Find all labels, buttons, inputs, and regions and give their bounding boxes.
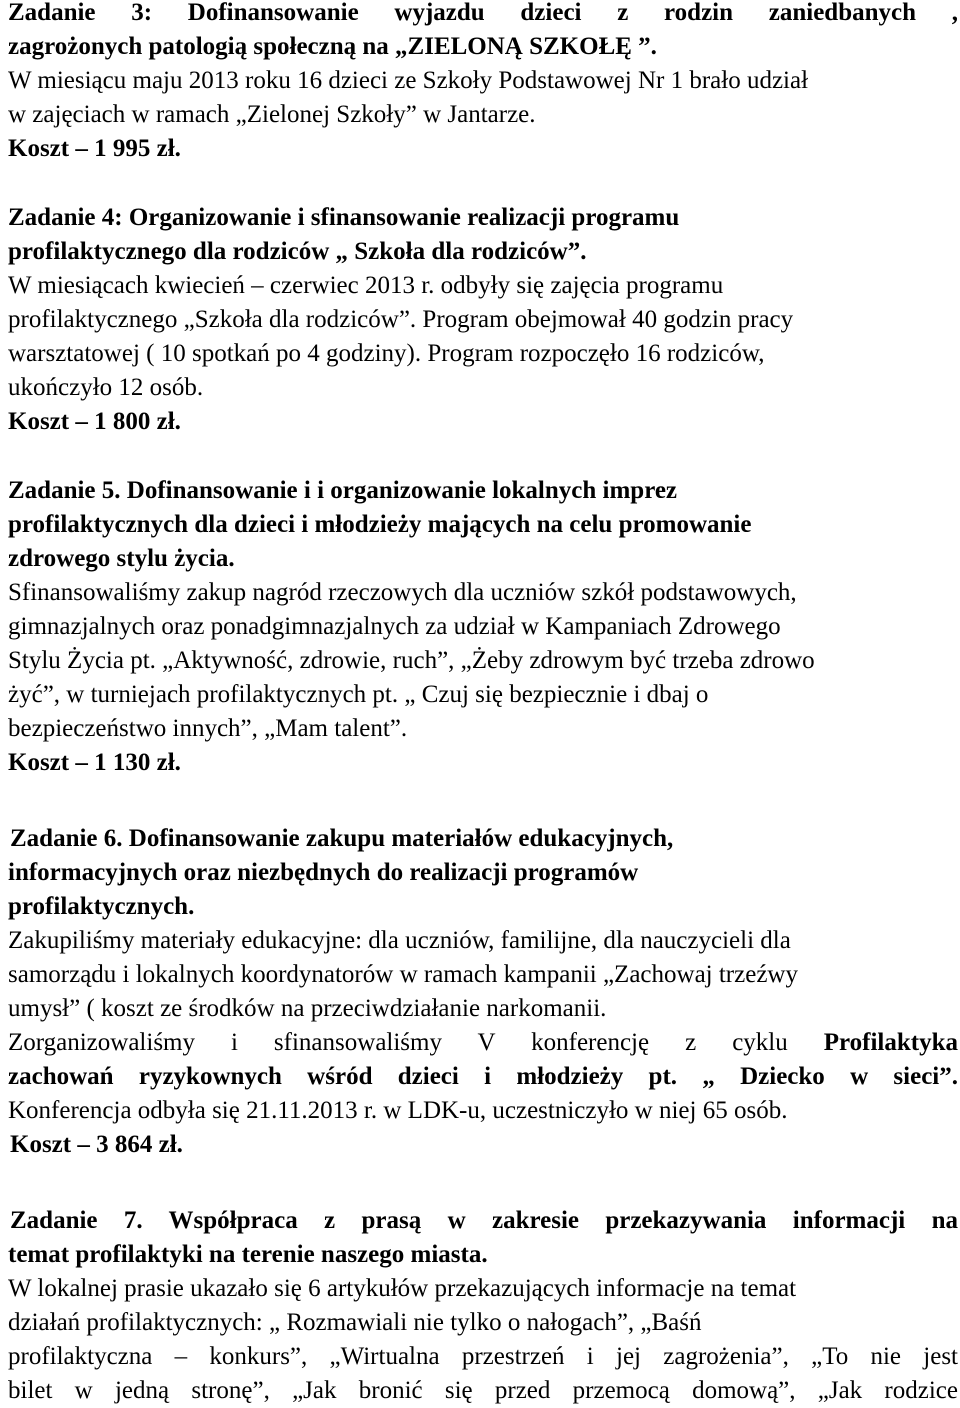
zadanie-7-body-line-4: bilet w jedną stronę”, „Jak bronić się przed przemocą domową”, „Jak rodzice	[8, 1377, 958, 1404]
zadanie-4-heading-line-2: profilaktycznego dla rodziców „ Szkoła dla rodziców”.	[8, 238, 587, 265]
zadanie-7-body-line-2: działań profilaktycznych: „ Rozmawiali nie tylko o nałogach”, „Baśń	[8, 1309, 702, 1336]
zadanie-6-conference-title-part-2: zachowań ryzykownych wśród dzieci i młodzieży pt. „ Dziecko w sieci”.	[8, 1063, 958, 1090]
zadanie-7-body-line-1: W lokalnej prasie ukazało się 6 artykułów przekazujących informacje na temat	[8, 1275, 797, 1302]
zadanie-3-cost: Koszt – 1 995 zł.	[8, 135, 181, 162]
zadanie-4-body-line-3: warsztatowej ( 10 spotkań po 4 godziny). Program rozpoczęło 16 rodziców,	[8, 340, 765, 367]
section-zadanie-4	[8, 201, 958, 439]
zadanie-3-body-line-1: W miesiącu maju 2013 roku 16 dzieci ze Szkoły Podstawowej Nr 1 brało udział	[8, 67, 809, 94]
zadanie-5-heading-line-2: profilaktycznych dla dzieci i młodzieży mających na celu promowanie	[8, 511, 752, 538]
zadanie-6-body-line-1: Zakupiliśmy materiały edukacyjne: dla uczniów, familijne, dla nauczycieli dla	[8, 927, 791, 954]
zadanie-5-heading-line-1: Zadanie 5. Dofinansowanie i i organizowanie lokalnych imprez	[8, 477, 678, 504]
section-zadanie-3	[8, 0, 958, 166]
zadanie-6-heading-line-3: profilaktycznych.	[8, 893, 195, 920]
spacer	[8, 1162, 958, 1204]
zadanie-4-heading-line-1: Zadanie 4: Organizowanie i sfinansowanie realizacji programu	[8, 204, 680, 231]
zadanie-5-body-line-4: żyć”, w turniejach profilaktycznych pt. „ Czuj się bezpiecznie i dbaj o	[8, 681, 709, 708]
zadanie-5-body-line-5: bezpieczeństwo innych”, „Mam talent”.	[8, 715, 408, 742]
zadanie-5-heading-line-3: zdrowego stylu życia.	[8, 545, 235, 572]
zadanie-6-body-line-2: samorządu i lokalnych koordynatorów w ramach kampanii „Zachowaj trzeźwy	[8, 961, 798, 988]
spacer	[8, 439, 958, 474]
zadanie-6-conference-text: Zorganizowaliśmy i sfinansowaliśmy V konferencję z cyklu	[8, 1029, 824, 1056]
zadanie-7-heading-line-1: Zadanie 7. Współpraca z prasą w zakresie przekazywania informacji na	[10, 1207, 958, 1234]
zadanie-7-heading-line-2: temat profilaktyki na terenie naszego miasta.	[8, 1241, 488, 1268]
zadanie-6-body-line-4	[8, 1026, 958, 1060]
zadanie-6-conference-title-part-1: Profilaktyka	[823, 1029, 958, 1056]
zadanie-5-cost: Koszt – 1 130 zł.	[8, 749, 181, 776]
zadanie-7-body-line-3: profilaktyczna – konkurs”, „Wirtualna przestrzeń i jej zagrożenia”, „To nie jest	[8, 1343, 958, 1370]
spacer	[8, 166, 958, 201]
zadanie-3-body-line-2: w zajęciach w ramach „Zielonej Szkoły” w Jantarze.	[8, 101, 536, 128]
zadanie-5-body-line-2: gimnazjalnych oraz ponadgimnazjalnych za udział w Kampaniach Zdrowego	[8, 613, 781, 640]
zadanie-6-body-line-6: Konferencja odbyła się 21.11.2013 r. w LDK-u, uczestniczyło w niej 65 osób.	[8, 1097, 788, 1124]
zadanie-6-body-line-3: umysł” ( koszt ze środków na przeciwdziałanie narkomanii.	[8, 995, 607, 1022]
zadanie-6-cost: Koszt – 3 864 zł.	[10, 1131, 183, 1158]
zadanie-5-body-line-3: Stylu Życia pt. „Aktywność, zdrowie, ruch”, „Żeby zdrowym być trzeba zdrowo	[8, 647, 815, 674]
zadanie-6-heading-line-1: Zadanie 6. Dofinansowanie zakupu materiałów edukacyjnych,	[10, 825, 674, 852]
section-zadanie-7	[8, 1204, 958, 1408]
section-zadanie-5	[8, 474, 958, 780]
spacer	[8, 780, 958, 822]
zadanie-3-heading-line-2: zagrożonych patologią społeczną na „ZIELONĄ SZKOŁĘ ”.	[8, 33, 657, 60]
zadanie-4-body-line-1: W miesiącach kwiecień – czerwiec 2013 r. odbyły się zajęcia programu	[8, 272, 724, 299]
zadanie-4-cost: Koszt – 1 800 zł.	[8, 408, 181, 435]
zadanie-4-body-line-2: profilaktycznego „Szkoła dla rodziców”. Program obejmował 40 godzin pracy	[8, 306, 794, 333]
zadanie-3-heading-line-1: Zadanie 3: Dofinansowanie wyjazdu dzieci z rodzin zaniedbanych ,	[8, 0, 958, 26]
section-zadanie-6	[8, 822, 958, 1162]
zadanie-5-body-line-1: Sfinansowaliśmy zakup nagród rzeczowych dla uczniów szkół podstawowych,	[8, 579, 797, 606]
zadanie-4-body-line-4: ukończyło 12 osób.	[8, 374, 204, 401]
zadanie-6-heading-line-2: informacyjnych oraz niezbędnych do realizacji programów	[8, 859, 639, 886]
document-page	[8, 0, 958, 1408]
